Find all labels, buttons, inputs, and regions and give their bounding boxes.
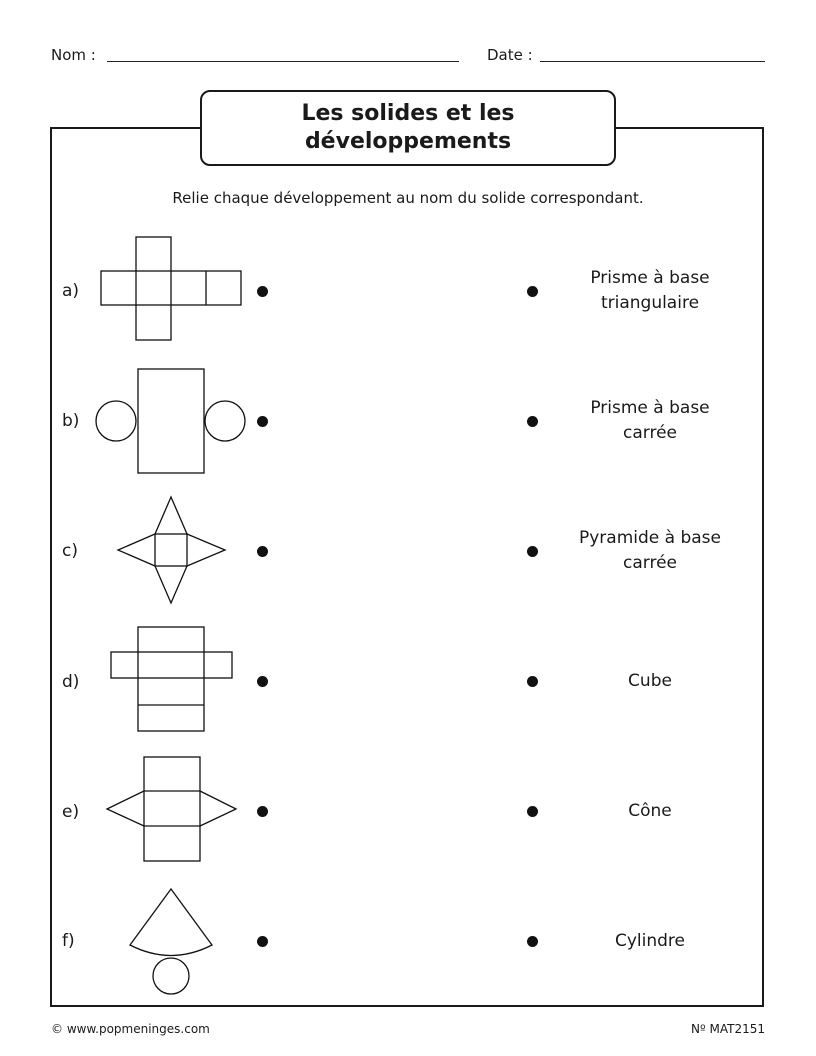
- footer-website: © www.popmeninges.com: [51, 1022, 210, 1036]
- solid-name-2-line-1: Prisme à base: [590, 398, 710, 418]
- title-line-1: Les solides et les: [301, 101, 515, 126]
- row-label-b: b): [62, 411, 80, 431]
- row-label-e: e): [62, 802, 80, 822]
- dot-right-3[interactable]: [527, 546, 538, 557]
- solid-name-3-line-1: Pyramide à base: [578, 528, 721, 548]
- dot-right-2[interactable]: [527, 416, 538, 427]
- solid-name-3: [560, 526, 740, 576]
- net-b-cylinder: [95, 368, 247, 474]
- dot-right-5[interactable]: [527, 806, 538, 817]
- solid-name-1-line-2: triangulaire: [600, 293, 700, 313]
- net-c-square-pyramid: [117, 496, 227, 604]
- solid-name-1: [560, 266, 740, 316]
- date-field-line[interactable]: [540, 61, 765, 62]
- solid-name-2: [560, 396, 740, 446]
- page-title: [200, 90, 616, 166]
- solid-name-1-line-1: Prisme à base: [590, 268, 710, 288]
- solid-name-4-line-1: Cube: [628, 671, 672, 691]
- footer-code: Nº MAT2151: [691, 1022, 765, 1036]
- solid-name-4: [560, 669, 740, 694]
- net-d-square-prism: [110, 626, 234, 732]
- dot-left-b[interactable]: [257, 416, 268, 427]
- row-label-d: d): [62, 672, 80, 692]
- row-label-f: f): [62, 931, 75, 951]
- title-line-2: développements: [304, 129, 512, 154]
- name-field-line[interactable]: [107, 61, 459, 62]
- dot-right-6[interactable]: [527, 936, 538, 947]
- dot-right-4[interactable]: [527, 676, 538, 687]
- net-e-triangular-prism: [106, 756, 238, 862]
- date-label: Date :: [487, 46, 533, 64]
- net-a-cube: [100, 236, 242, 341]
- instruction-text: Relie chaque développement au nom du solide correspondant.: [172, 189, 644, 207]
- solid-name-2-line-2: carrée: [623, 423, 677, 443]
- solid-name-6: [560, 929, 740, 954]
- solid-name-5-line-1: Cône: [628, 801, 672, 821]
- name-label: Nom :: [51, 46, 96, 64]
- solid-name-6-line-1: Cylindre: [614, 931, 686, 951]
- row-label-a: a): [62, 281, 80, 301]
- dot-left-c[interactable]: [257, 546, 268, 557]
- solid-name-5: [560, 799, 740, 824]
- row-label-c: c): [62, 541, 78, 561]
- solid-name-3-line-2: carrée: [623, 553, 677, 573]
- dot-left-e[interactable]: [257, 806, 268, 817]
- net-f-cone: [128, 888, 216, 998]
- dot-left-a[interactable]: [257, 286, 268, 297]
- dot-left-d[interactable]: [257, 676, 268, 687]
- dot-left-f[interactable]: [257, 936, 268, 947]
- dot-right-1[interactable]: [527, 286, 538, 297]
